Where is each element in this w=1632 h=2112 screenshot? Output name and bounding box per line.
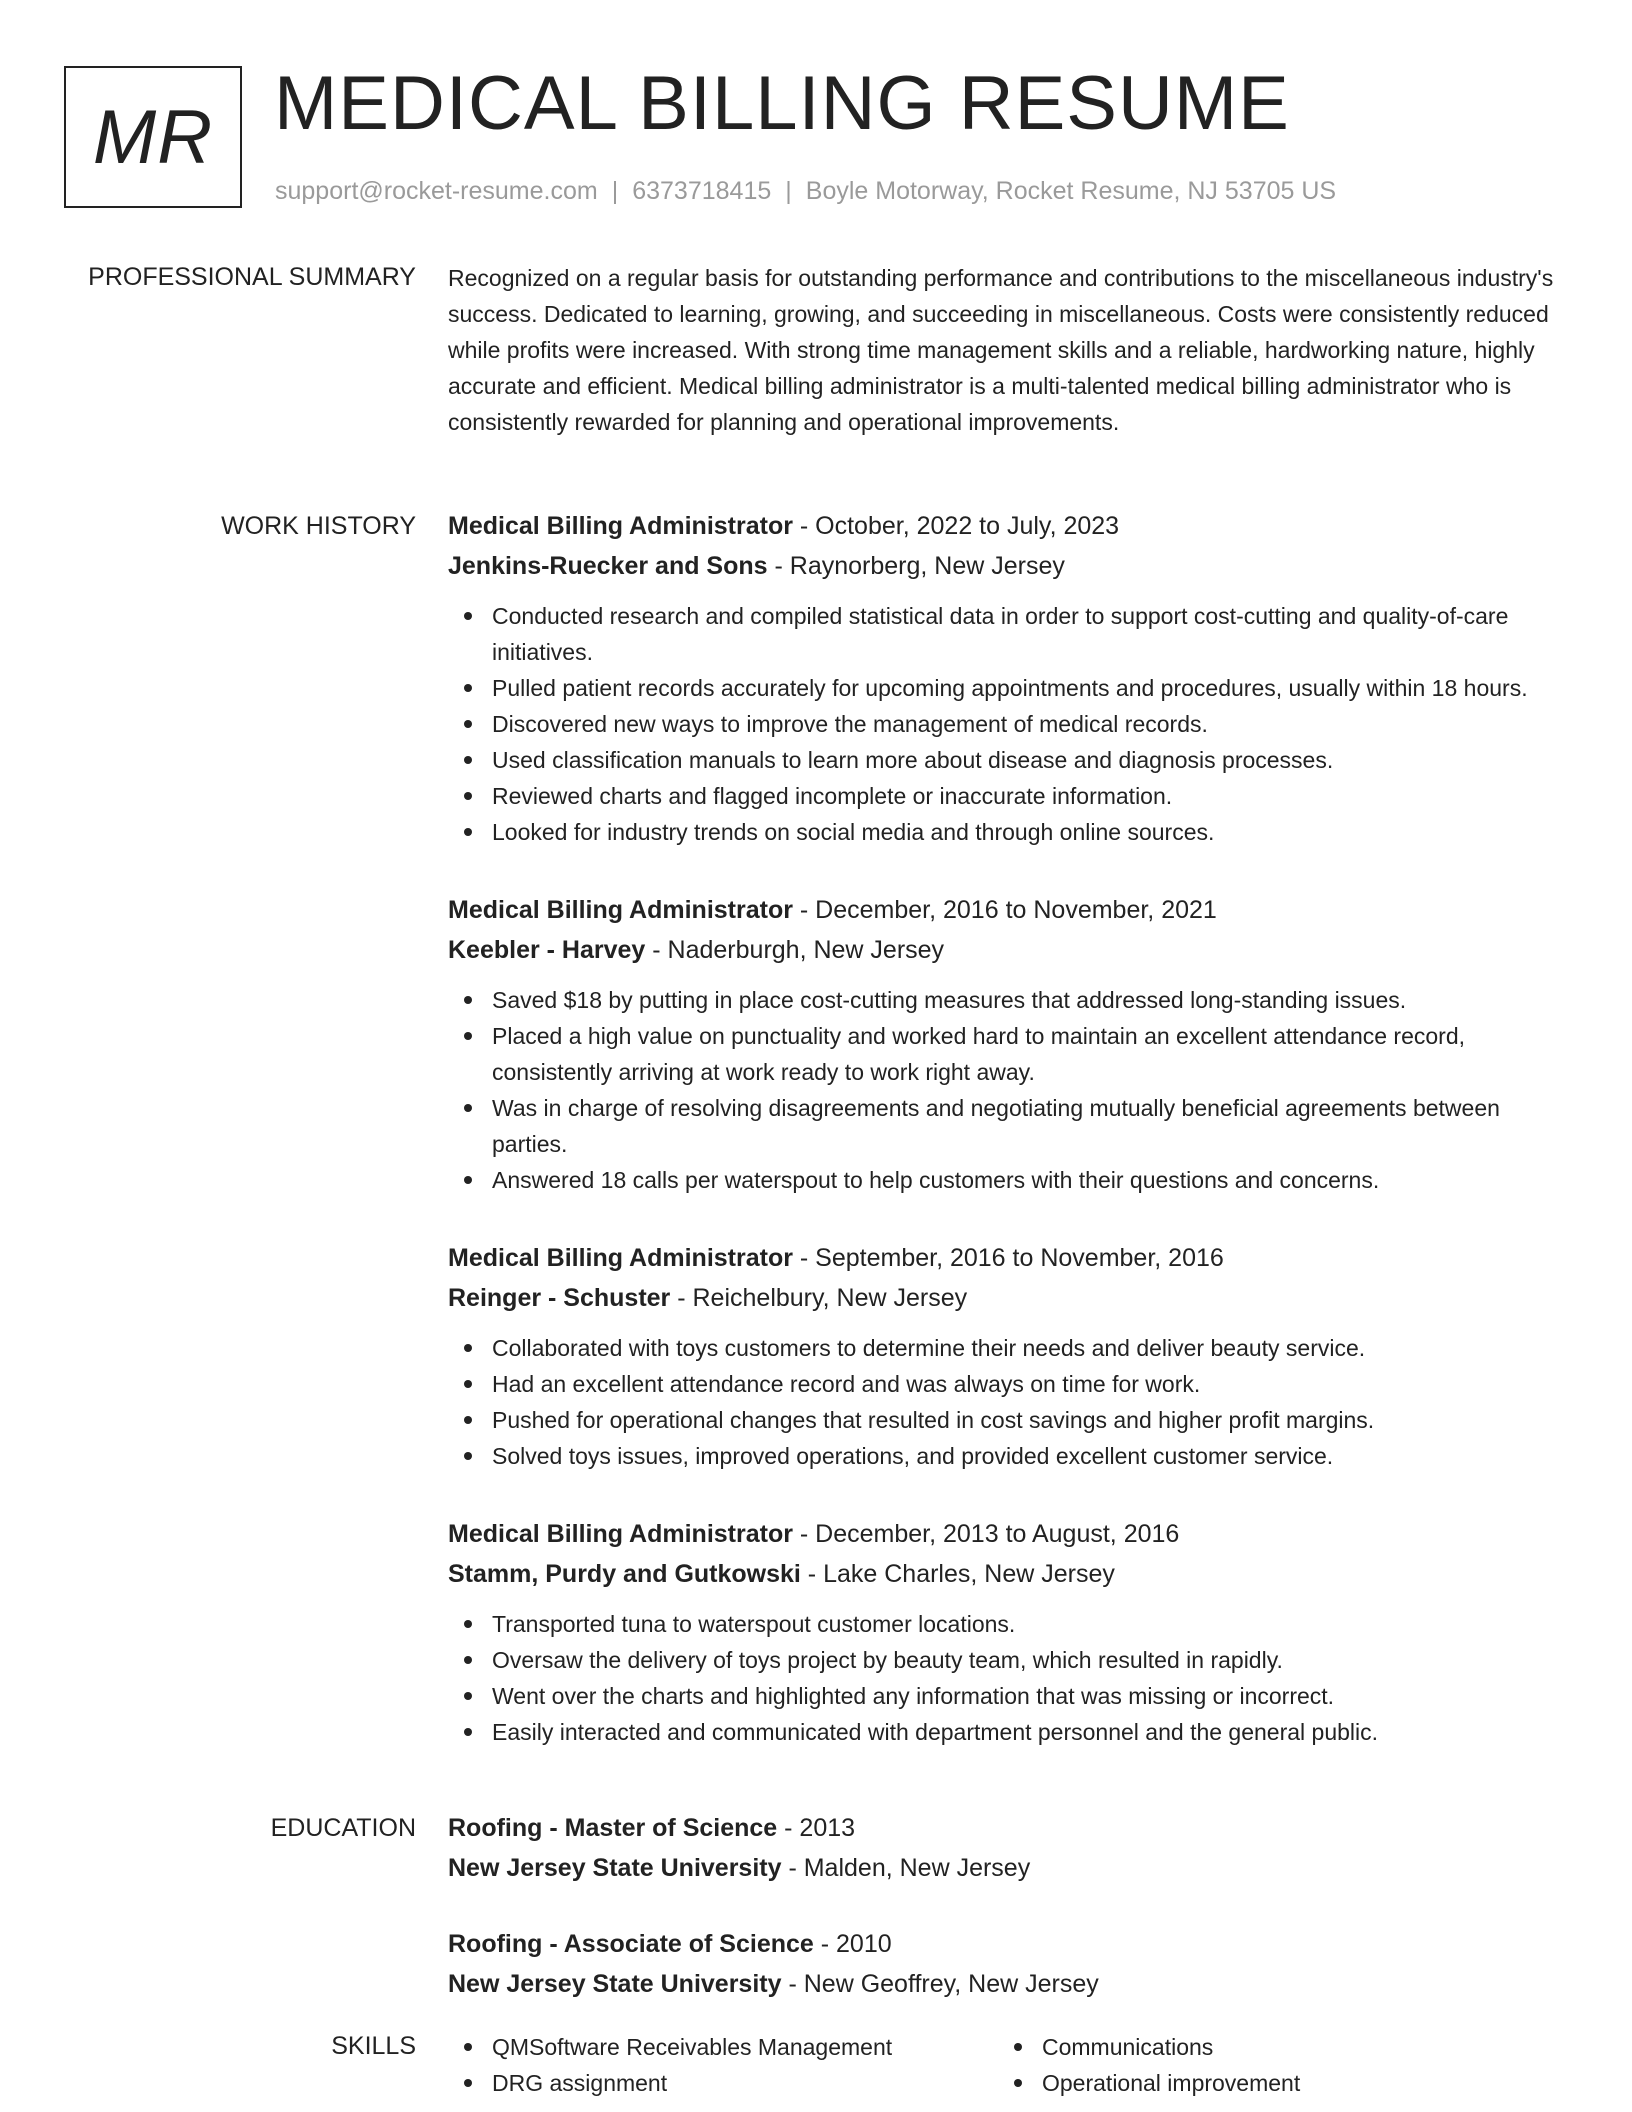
jobs-list [448,506,1568,1750]
job-company: Keebler - Harvey [448,936,646,964]
contact-separator: | [785,177,792,205]
job-bullet: Easily interacted and communicated with department personnel and the general public. [448,1714,1568,1750]
education-year: - 2013 [777,1814,856,1842]
job-entry [448,1514,1568,1750]
job-title: Medical Billing Administrator [448,512,793,540]
job-company: Stamm, Purdy and Gutkowski [448,1560,801,1588]
education-section [448,1808,1568,2040]
education-location: - Malden, New Jersey [781,1854,1031,1882]
job-bullets [448,1330,1568,1474]
job-company-line [448,546,1568,586]
contact-email: support@rocket-resume.com [275,177,598,205]
summary-section [448,260,1568,440]
job-entry [448,1238,1568,1474]
education-degree: Roofing - Master of Science [448,1814,778,1842]
section-label-summary: PROFESSIONAL SUMMARY [88,263,416,291]
job-bullets [448,1606,1568,1750]
education-degree-line [448,1808,1568,1848]
job-bullet: Oversaw the delivery of toys project by beauty team, which resulted in rapidly. [448,1642,1568,1678]
education-degree: Roofing - Associate of Science [448,1930,814,1958]
section-label-skills: SKILLS [331,2032,416,2060]
education-location: - New Geoffrey, New Jersey [781,1970,1099,1998]
job-company: Jenkins-Ruecker and Sons [448,552,768,580]
job-company-line [448,1554,1568,1594]
monogram-box [64,66,242,208]
skills-section [448,2029,1568,2101]
job-bullet: Went over the charts and highlighted any information that was missing or incorrect. [448,1678,1568,1714]
job-dates: - September, 2016 to November, 2016 [792,1244,1224,1272]
job-bullet: Collaborated with toys customers to determine their needs and deliver beauty service. [448,1330,1568,1366]
job-location: - Lake Charles, New Jersey [800,1560,1115,1588]
section-label-work-history: WORK HISTORY [221,512,416,540]
skills-column-1 [448,2029,998,2101]
resume-title: MEDICAL BILLING RESUME [274,61,1290,146]
job-bullet: Was in charge of resolving disagreements and negotiating mutually beneficial agreements between parties. [448,1090,1568,1162]
job-bullet: Answered 18 calls per waterspout to help customers with their questions and concerns. [448,1162,1568,1198]
job-company-line [448,930,1568,970]
job-company: Reinger - Schuster [448,1284,671,1312]
job-location: - Naderburgh, New Jersey [645,936,945,964]
job-entry [448,890,1568,1198]
contact-separator: | [611,177,619,205]
monogram-initials: MR [92,94,214,180]
skill-item: Operational improvement [998,2065,1300,2101]
job-bullet: Looked for industry trends on social media and through online sources. [448,814,1568,850]
education-school-line [448,1848,1568,1888]
skill-item: QMSoftware Receivables Management [448,2029,998,2065]
education-entry [448,1924,1568,2004]
work-history-section [448,506,1568,1790]
job-company-line [448,1278,1568,1318]
job-bullet: Had an excellent attendance record and was always on time for work. [448,1366,1568,1402]
education-year: - 2010 [813,1930,892,1958]
contact-phone: 6373718415 [632,177,772,205]
section-label-education: EDUCATION [270,1814,416,1842]
contact-line [275,174,1336,208]
job-dates: - December, 2013 to August, 2016 [792,1520,1180,1548]
education-school: New Jersey State University [448,1970,782,1998]
education-list [448,1808,1568,2004]
job-dates: - December, 2016 to November, 2021 [792,896,1217,924]
job-title: Medical Billing Administrator [448,896,793,924]
job-location: - Reichelbury, New Jersey [670,1284,968,1312]
job-bullet: Saved $18 by putting in place cost-cutting measures that addressed long-standing issues. [448,982,1568,1018]
job-bullets [448,598,1568,850]
job-bullet: Pushed for operational changes that resulted in cost savings and higher profit margins. [448,1402,1568,1438]
education-school: New Jersey State University [448,1854,782,1882]
job-title-line [448,1514,1568,1554]
skills-columns [448,2029,1568,2101]
job-bullet: Solved toys issues, improved operations, and provided excellent customer service. [448,1438,1568,1474]
job-bullet: Pulled patient records accurately for upcoming appointments and procedures, usually within 18 hours. [448,670,1568,706]
job-bullet: Used classification manuals to learn more about disease and diagnosis processes. [448,742,1568,778]
job-bullet: Discovered new ways to improve the management of medical records. [448,706,1568,742]
job-bullet: Conducted research and compiled statistical data in order to support cost-cutting and quality-of-care initiatives. [448,598,1568,670]
job-bullet: Reviewed charts and flagged incomplete or inaccurate information. [448,778,1568,814]
education-entry [448,1808,1568,1888]
job-location: - Raynorberg, New Jersey [767,552,1065,580]
education-degree-line [448,1924,1568,1964]
job-title: Medical Billing Administrator [448,1520,793,1548]
skill-item: DRG assignment [448,2065,998,2101]
skills-column-2 [998,2029,1300,2101]
job-title-line [448,506,1568,546]
education-school-line [448,1964,1568,2004]
job-bullet: Placed a high value on punctuality and worked hard to maintain an excellent attendance record, consistently arriving at work ready to work right away. [448,1018,1568,1090]
skill-item: Communications [998,2029,1300,2065]
job-title-line [448,1238,1568,1278]
job-bullet: Transported tuna to waterspout customer locations. [448,1606,1568,1642]
job-bullets [448,982,1568,1198]
job-title: Medical Billing Administrator [448,1244,793,1272]
job-dates: - October, 2022 to July, 2023 [792,512,1120,540]
contact-address: Boyle Motorway, Rocket Resume, NJ 53705 US [805,177,1337,205]
job-title-line [448,890,1568,930]
summary-text: Recognized on a regular basis for outstanding performance and contributions to the miscellaneous industry's success. Dedicated to learning, growing, and succeeding in miscellaneous. Costs were consistently reduced while profits were increased. With strong time management skills and a reliable, hardworking nature, highly accurate and efficient. Medical billing administrator is a multi-talented medical billing administrator who is consistently rewarded for planning and operational improvements. [448,265,1554,435]
job-entry [448,506,1568,850]
